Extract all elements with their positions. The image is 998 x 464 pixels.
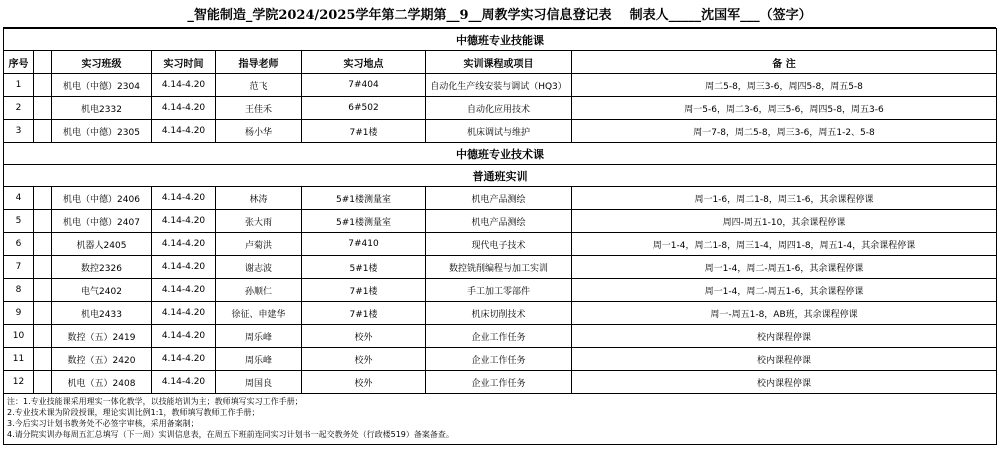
cell-time: 4.14-4.20 [152,210,216,233]
cell-no: 11 [4,348,34,371]
cell-place: 7#404 [302,74,426,97]
cell-time: 4.14-4.20 [152,120,216,143]
notes-row [4,394,997,445]
cell-blank [34,97,52,120]
cell-blank [34,74,52,97]
cell-time: 4.14-4.20 [152,187,216,210]
cell-class: 机电2433 [52,302,152,325]
cell-class: 电气2402 [52,279,152,302]
table-row [4,120,997,143]
cell-teacher: 杨小华 [216,120,302,143]
cell-teacher: 张大雨 [216,210,302,233]
cell-blank [34,325,52,348]
cell-time: 4.14-4.20 [152,233,216,256]
note-line: 3.今后实习计划书教务处不必签字审核，采用备案制； [7,419,199,428]
cell-course: 机床调试与维护 [426,120,572,143]
cell-teacher: 王佳禾 [216,97,302,120]
cell-place: 校外 [302,325,426,348]
cell-no: 6 [4,233,34,256]
cell-place: 7#410 [302,233,426,256]
cell-blank [34,233,52,256]
cell-remark: 周一1-6，周二1-8，周三1-6，其余课程停课 [572,187,997,210]
col-header-place: 实习地点 [302,51,426,74]
table-row [4,187,997,210]
cell-remark: 周一5-6，周二3-6，周三5-6，周四5-8，周五3-6 [572,97,997,120]
section-row [4,143,997,165]
cell-remark: 周四-周五1-10，其余课程停课 [572,210,997,233]
cell-teacher: 徐征、申建华 [216,302,302,325]
col-header-no: 序号 [4,51,34,74]
cell-remark: 周二5-8，周三3-6，周四5-8，周五5-8 [572,74,997,97]
cell-blank [34,302,52,325]
cell-remark: 周一1-4，周二-周五1-6，其余课程停课 [572,256,997,279]
cell-no: 10 [4,325,34,348]
cell-time: 4.14-4.20 [152,279,216,302]
cell-blank [34,187,52,210]
col-header-remark: 备 注 [572,51,997,74]
header-row [4,51,997,74]
cell-teacher: 周乐峰 [216,348,302,371]
cell-course: 企业工作任务 [426,325,572,348]
cell-remark: 周一1-4，周二1-8，周三1-4，周四1-8，周五1-4，其余课程停课 [572,233,997,256]
cell-class: 数控（五）2419 [52,325,152,348]
cell-no: 9 [4,302,34,325]
section-title: 中德班专业技能课 [4,29,997,51]
note-line: 2.专业技术课为阶段授课，理论实训比例1:1，教师填写教师工作手册； [7,408,260,417]
table-row [4,279,997,302]
cell-place: 6#502 [302,97,426,120]
sheet-title: _智能制造_学院2024/2025学年第二学期第__9__周教学实习信息登记表 制表人_____沈国军___（签字） [3,4,996,28]
cell-course: 自动化应用技术 [426,97,572,120]
cell-class: 机电（中德）2304 [52,74,152,97]
cell-teacher: 谢志波 [216,256,302,279]
cell-class: 数控（五）2420 [52,348,152,371]
cell-place: 5#1楼测量室 [302,210,426,233]
cell-blank [34,279,52,302]
section-row [4,165,997,187]
cell-time: 4.14-4.20 [152,348,216,371]
col-header-blank [34,51,52,74]
cell-course: 企业工作任务 [426,348,572,371]
cell-teacher: 孙顺仁 [216,279,302,302]
table-row [4,210,997,233]
col-header-class: 实习班级 [52,51,152,74]
cell-remark: 校内课程停课 [572,325,997,348]
cell-class: 数控2326 [52,256,152,279]
cell-remark: 校内课程停课 [572,371,997,394]
table-row [4,256,997,279]
cell-blank [34,371,52,394]
note-line: 4.请分院实训办每周五汇总填写（下一周）实训信息表，在周五下班前连同实习计划书一起交教务处（行政楼519）备案备查。 [7,430,454,439]
cell-course: 机电产品测绘 [426,187,572,210]
table-row [4,371,997,394]
cell-class: 机电（中德）2305 [52,120,152,143]
cell-teacher: 林涛 [216,187,302,210]
cell-class: 机电（中德）2407 [52,210,152,233]
cell-no: 7 [4,256,34,279]
cell-no: 5 [4,210,34,233]
table-row [4,348,997,371]
cell-time: 4.14-4.20 [152,371,216,394]
cell-class: 机电（中德）2406 [52,187,152,210]
cell-class: 机电（五）2408 [52,371,152,394]
cell-teacher: 范飞 [216,74,302,97]
cell-place: 5#1楼测量室 [302,187,426,210]
section-title: 普通班实训 [4,165,997,187]
cell-time: 4.14-4.20 [152,74,216,97]
title-mid: 学院2024/2025学年第二学期第 [252,8,447,23]
cell-class: 机电2332 [52,97,152,120]
cell-teacher: 周乐峰 [216,325,302,348]
schedule-table [3,28,997,445]
table-row [4,233,997,256]
cell-no: 2 [4,97,34,120]
cell-place: 校外 [302,371,426,394]
cell-blank [34,256,52,279]
cell-no: 3 [4,120,34,143]
cell-remark: 周一7-8，周二5-8，周三3-6，周五1-2、5-8 [572,120,997,143]
table-row [4,74,997,97]
cell-place: 7#1楼 [302,120,426,143]
cell-time: 4.14-4.20 [152,97,216,120]
title-college: 智能制造 [193,8,246,23]
cell-no: 1 [4,74,34,97]
cell-place: 7#1楼 [302,279,426,302]
section-row [4,29,997,51]
col-header-course: 实训课程或项目 [426,51,572,74]
cell-course: 数控铣削编程与加工实训 [426,256,572,279]
cell-class: 机器人2405 [52,233,152,256]
cell-course: 现代电子技术 [426,233,572,256]
col-header-teacher: 指导老师 [216,51,302,74]
cell-course: 手工加工零部件 [426,279,572,302]
cell-teacher: 周国良 [216,371,302,394]
cell-remark: 校内课程停课 [572,348,997,371]
title-maker-label: 制表人 [629,8,669,23]
cell-time: 4.14-4.20 [152,302,216,325]
cell-no: 4 [4,187,34,210]
cell-teacher: 卢菊洪 [216,233,302,256]
title-after-week: 周教学实习信息登记表 [481,8,612,23]
col-header-time: 实习时间 [152,51,216,74]
table-row [4,97,997,120]
cell-course: 机电产品测绘 [426,210,572,233]
cell-time: 4.14-4.20 [152,325,216,348]
cell-blank [34,120,52,143]
cell-place: 5#1楼 [302,256,426,279]
notes-cell [4,394,997,445]
registration-sheet [3,4,996,445]
cell-course: 企业工作任务 [426,371,572,394]
title-sign: （签字） [759,8,812,23]
cell-course: 机床切削技术 [426,302,572,325]
title-week: 9 [459,8,469,23]
cell-blank [34,210,52,233]
cell-place: 校外 [302,348,426,371]
cell-no: 12 [4,371,34,394]
section-title: 中德班专业技术课 [4,143,997,165]
cell-remark: 周一1-4，周二-周五1-6，其余课程停课 [572,279,997,302]
cell-time: 4.14-4.20 [152,256,216,279]
table-row [4,325,997,348]
title-maker: 沈国军 [701,8,741,23]
cell-course: 自动化生产线安装与调试（HQ3） [426,74,572,97]
note-line: 注：1.专业技能课采用理实一体化教学，以技能培训为主；教师填写实习工作手册； [7,397,303,406]
cell-remark: 周一-周五1-8，AB班，其余课程停课 [572,302,997,325]
cell-place: 7#1楼 [302,302,426,325]
cell-no: 8 [4,279,34,302]
cell-blank [34,348,52,371]
table-row [4,302,997,325]
